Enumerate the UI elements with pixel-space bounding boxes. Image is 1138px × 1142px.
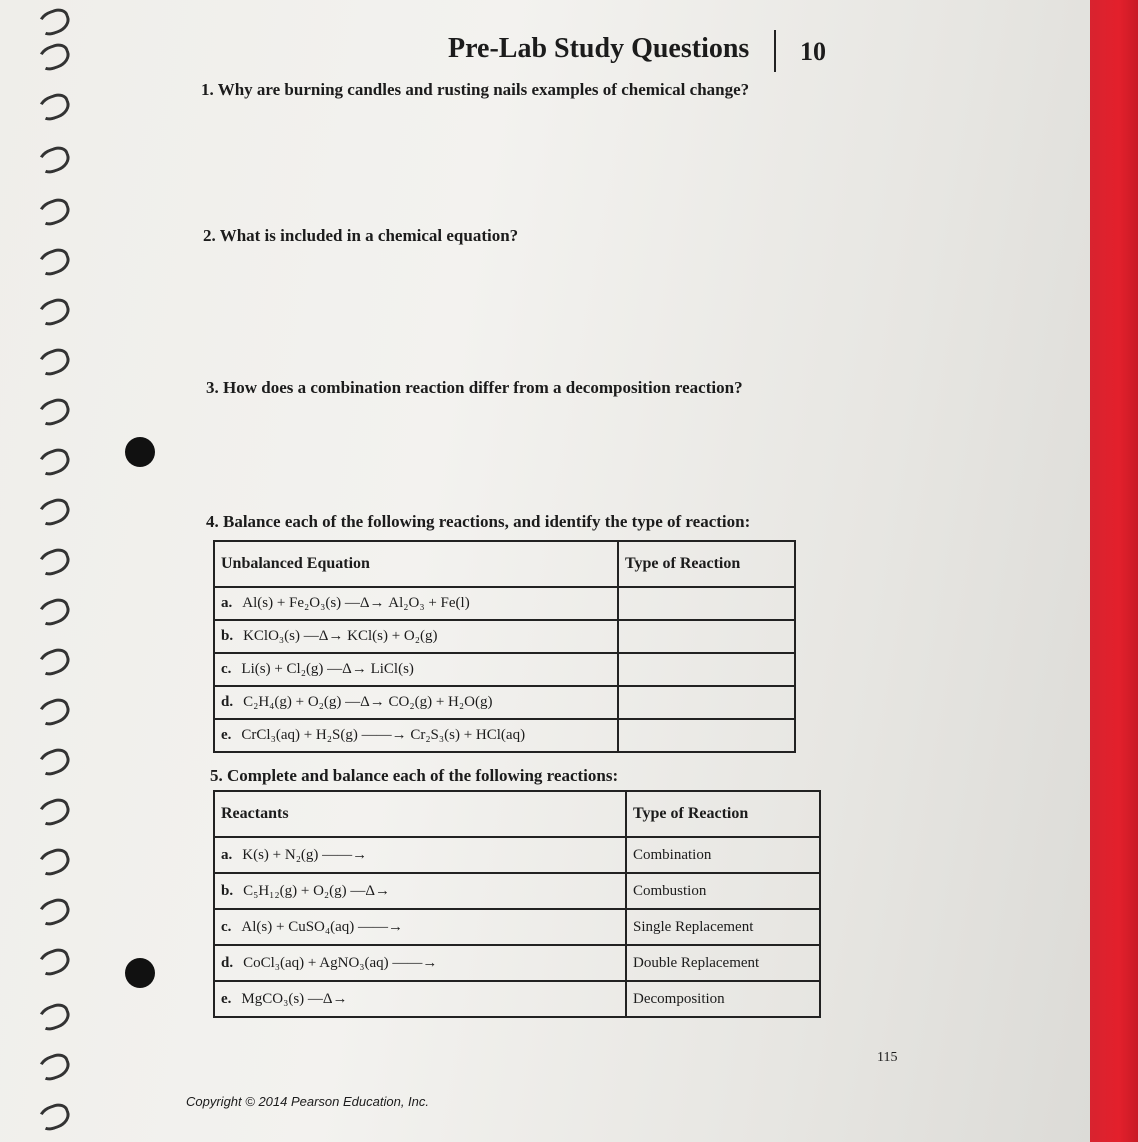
reactants-cell — [214, 945, 626, 981]
chapter-number: 10 — [800, 37, 826, 66]
equation-text: KClO₃(s) —Δ→ KCl(s) + O₂(g) — [243, 628, 438, 644]
table-row — [214, 620, 795, 653]
row-label: a. — [221, 595, 233, 611]
reactants-text: MgCO₃(s) —Δ→ — [241, 990, 348, 1007]
question-2: 2. What is included in a chemical equation? — [203, 226, 519, 245]
page-number: 115 — [877, 1050, 898, 1065]
header-type-of-reaction: Type of Reaction — [626, 791, 820, 837]
page-title: Pre-Lab Study Questions — [448, 33, 750, 64]
question-3: 3. How does a combination reaction differ from a decomposition reaction? — [206, 378, 743, 397]
row-label: c. — [221, 918, 232, 935]
row-label: b. — [221, 882, 234, 899]
header-type-of-reaction: Type of Reaction — [618, 541, 795, 587]
reactants-cell — [214, 837, 626, 873]
row-label: e. — [221, 727, 232, 743]
question-4: 4. Balance each of the following reactions, and identify the type of reaction: — [206, 512, 751, 531]
reactants-text: Al(s) + CuSO₄(aq) ——→ — [241, 918, 404, 935]
table-header-row — [214, 791, 820, 837]
table-row — [214, 653, 795, 686]
equation-text: Al(s) + Fe₂O₃(s) —Δ→ Al₂O₃ + Fe(l) — [242, 595, 470, 611]
punch-hole — [125, 437, 155, 467]
type-answer-cell[interactable] — [618, 719, 795, 752]
reactants-cell — [214, 981, 626, 1017]
equation-cell — [214, 587, 618, 620]
red-background-edge — [1090, 0, 1138, 1142]
reactants-text: K(s) + N₂(g) ——→ — [242, 846, 368, 863]
table-row — [214, 945, 820, 981]
type-answer-cell[interactable] — [618, 620, 795, 653]
equation-text: C₂H₄(g) + O₂(g) —Δ→ CO₂(g) + H₂O(g) — [243, 694, 493, 710]
question-5: 5. Complete and balance each of the following reactions: — [210, 766, 619, 785]
equation-cell — [214, 719, 618, 752]
table-row — [214, 686, 795, 719]
equation-text: CrCl₃(aq) + H₂S(g) ——→ Cr₂S₃(s) + HCl(aq) — [241, 727, 526, 743]
table-row — [214, 873, 820, 909]
table-row — [214, 981, 820, 1017]
reactants-cell — [214, 909, 626, 945]
row-label: e. — [221, 990, 232, 1007]
type-answer-cell[interactable] — [618, 587, 795, 620]
header-reactants: Reactants — [214, 791, 626, 837]
table-row — [214, 719, 795, 752]
table-row — [214, 587, 795, 620]
reactants-text: C₅H₁₂(g) + O₂(g) —Δ→ — [243, 882, 391, 899]
row-label: c. — [221, 661, 232, 677]
question-1: 1. Why are burning candles and rusting nails examples of chemical change? — [201, 80, 750, 99]
title-divider — [774, 30, 776, 72]
reaction-table-2 — [213, 790, 821, 1018]
table-row — [214, 909, 820, 945]
reaction-type-cell: Combination — [626, 837, 820, 873]
table-row — [214, 837, 820, 873]
equation-text: Li(s) + Cl₂(g) —Δ→ LiCl(s) — [241, 661, 414, 677]
table-header-row — [214, 541, 795, 587]
reactants-cell — [214, 873, 626, 909]
reaction-table-1 — [213, 540, 796, 753]
type-answer-cell[interactable] — [618, 653, 795, 686]
reaction-type-cell: Decomposition — [626, 981, 820, 1017]
reaction-type-cell: Single Replacement — [626, 909, 820, 945]
header-unbalanced-equation: Unbalanced Equation — [214, 541, 618, 587]
copyright-notice: Copyright © 2014 Pearson Education, Inc. — [186, 1094, 430, 1109]
equation-cell — [214, 686, 618, 719]
type-answer-cell[interactable] — [618, 686, 795, 719]
punch-hole — [125, 958, 155, 988]
equation-cell — [214, 653, 618, 686]
reaction-type-cell: Double Replacement — [626, 945, 820, 981]
equation-cell — [214, 620, 618, 653]
row-label: d. — [221, 694, 234, 710]
row-label: b. — [221, 628, 234, 644]
row-label: d. — [221, 954, 234, 971]
row-label: a. — [221, 846, 233, 863]
reactants-text: CoCl₃(aq) + AgNO₃(aq) ——→ — [243, 954, 438, 971]
reaction-type-cell: Combustion — [626, 873, 820, 909]
